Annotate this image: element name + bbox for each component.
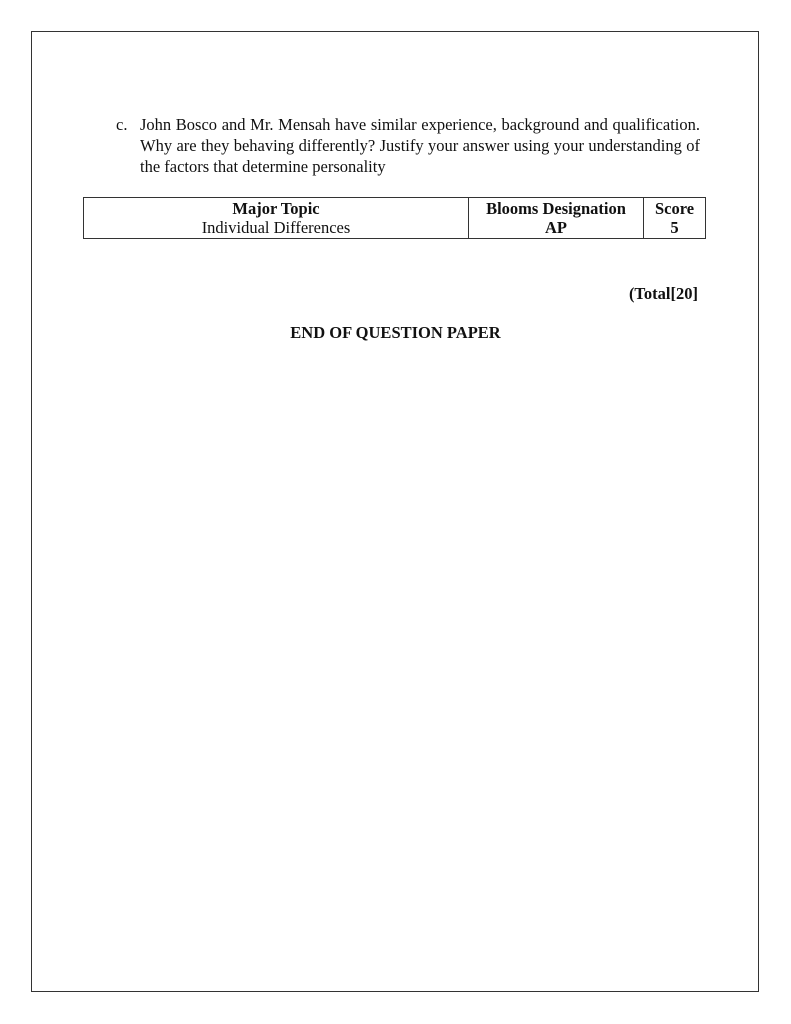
table-row: [84, 198, 706, 239]
question-c: [116, 114, 700, 177]
blooms-designation-value: AP: [545, 218, 567, 237]
score-cell: [644, 198, 706, 239]
blooms-designation-header: Blooms Designation: [486, 199, 626, 218]
end-of-paper-title: END OF QUESTION PAPER: [290, 323, 501, 342]
question-text: John Bosco and Mr. Mensah have similar experience, background and qualification. Why are they behaving differently? Justify your answer using your understanding of the factors that determine personality: [140, 115, 700, 176]
total-marks: (Total[20]: [628, 284, 698, 303]
major-topic-cell: [84, 198, 469, 239]
major-topic-value: Individual Differences: [201, 218, 351, 237]
score-value: 5: [670, 218, 679, 237]
score-header: Score: [654, 199, 695, 218]
question-meta-table: [83, 197, 706, 239]
blooms-designation-cell: [469, 198, 644, 239]
major-topic-header: Major Topic: [232, 199, 320, 218]
question-label: c.: [116, 115, 128, 134]
